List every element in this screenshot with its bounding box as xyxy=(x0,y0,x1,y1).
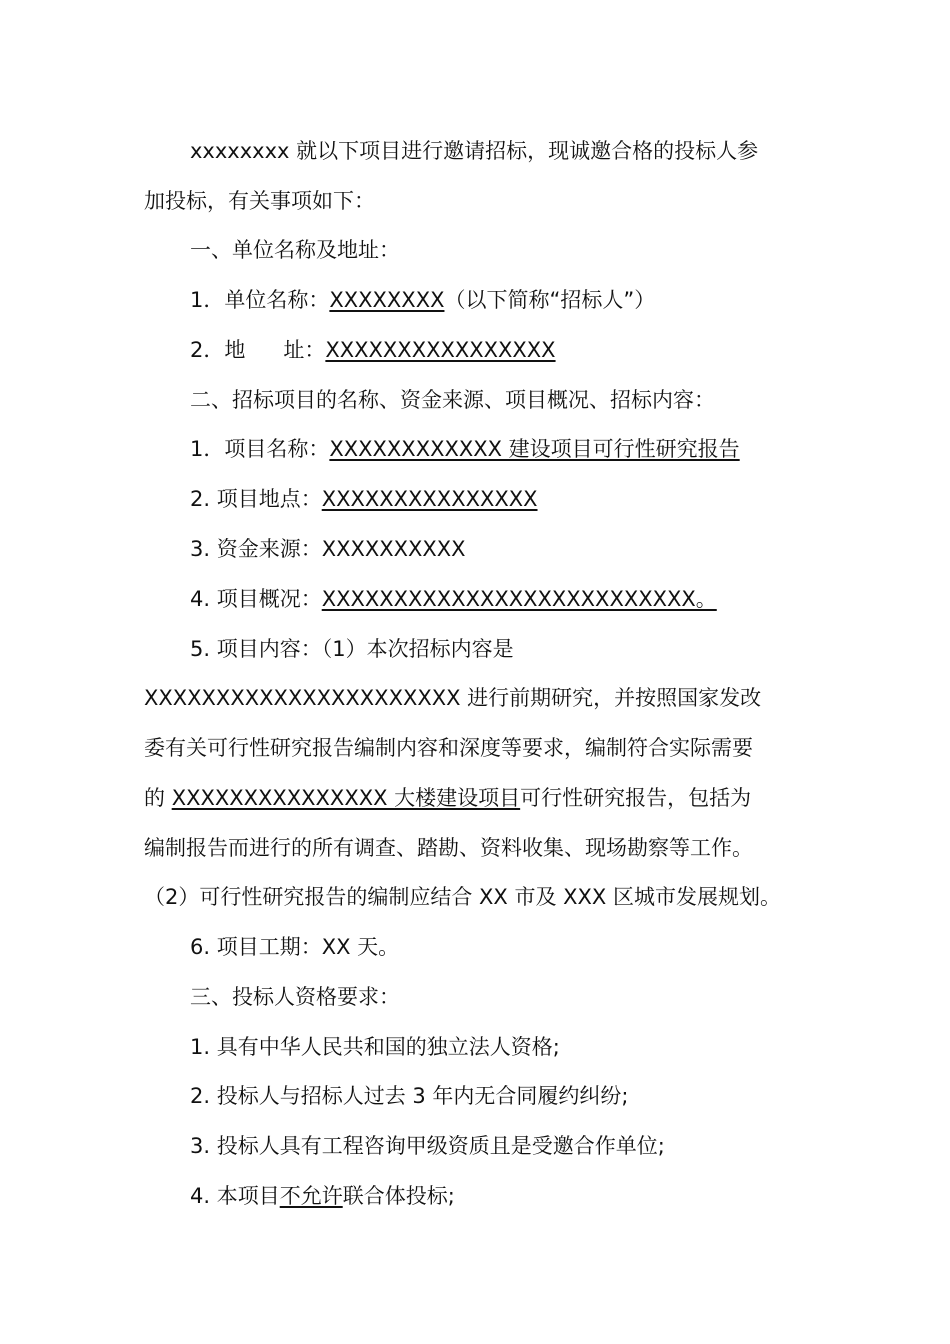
requirement-2: 2. 投标人与招标人过去 3 年内无合同履约纠纷; xyxy=(190,1084,629,1108)
requirement-3: 3. 投标人具有工程咨询甲级资质且是受邀合作单位; xyxy=(190,1134,665,1158)
project-content-line6: （2）可行性研究报告的编制应结合 XX 市及 XXX 区城市发展规划。 xyxy=(144,885,781,909)
paragraph-intro-line1: xxxxxxxx 就以下项目进行邀请招标，现诚邀合格的投标人参 xyxy=(190,139,759,163)
not-allowed-value: 不允许 xyxy=(279,1184,343,1208)
section-heading-1: 一、单位名称及地址： xyxy=(190,238,400,262)
unit-name-value: XXXXXXXX xyxy=(329,288,445,312)
project-content-line1: 5. 项目内容：（1）本次招标内容是 xyxy=(190,637,514,661)
project-location-line: 2. 项目地点：XXXXXXXXXXXXXXX xyxy=(190,487,538,511)
paragraph-intro-line2: 加投标，有关事项如下： xyxy=(144,189,375,213)
building-project-value: XXXXXXXXXXXXXXX 大楼建设项目 xyxy=(171,786,521,810)
section-heading-2: 二、招标项目的名称、资金来源、项目概况、招标内容： xyxy=(190,388,715,412)
project-content-line4: 的 XXXXXXXXXXXXXXX 大楼建设项目可行性研究报告，包括为 xyxy=(144,786,752,810)
address-value: XXXXXXXXXXXXXXXX xyxy=(325,338,556,362)
project-name-value: XXXXXXXXXXXX 建设项目可行性研究报告 xyxy=(329,437,740,461)
requirement-1: 1. 具有中华人民共和国的独立法人资格; xyxy=(190,1035,560,1059)
project-overview-line: 4. 项目概况：XXXXXXXXXXXXXXXXXXXXXXXXXX。 xyxy=(190,587,717,611)
address-line: 2．地 址：XXXXXXXXXXXXXXXX xyxy=(190,338,556,362)
fund-source-line: 3. 资金来源：XXXXXXXXXX xyxy=(190,537,466,561)
project-overview-value: XXXXXXXXXXXXXXXXXXXXXXXXXX。 xyxy=(321,587,717,611)
requirement-4: 4. 本项目不允许联合体投标; xyxy=(190,1184,455,1208)
project-content-line3: 委有关可行性研究报告编制内容和深度等要求，编制符合实际需要 xyxy=(144,736,753,760)
project-duration-line: 6. 项目工期：XX 天。 xyxy=(190,935,400,959)
project-content-line2: XXXXXXXXXXXXXXXXXXXXXX 进行前期研究，并按照国家发改 xyxy=(144,686,762,710)
project-content-line5: 编制报告而进行的所有调查、踏勘、资料收集、现场勘察等工作。 xyxy=(144,836,753,860)
project-location-value: XXXXXXXXXXXXXXX xyxy=(321,487,538,511)
section-heading-3: 三、投标人资格要求： xyxy=(190,985,400,1009)
unit-name-line: 1．单位名称：XXXXXXXX（以下简称“招标人”） xyxy=(190,288,656,312)
project-name-line: 1．项目名称：XXXXXXXXXXXX 建设项目可行性研究报告 xyxy=(190,437,740,461)
